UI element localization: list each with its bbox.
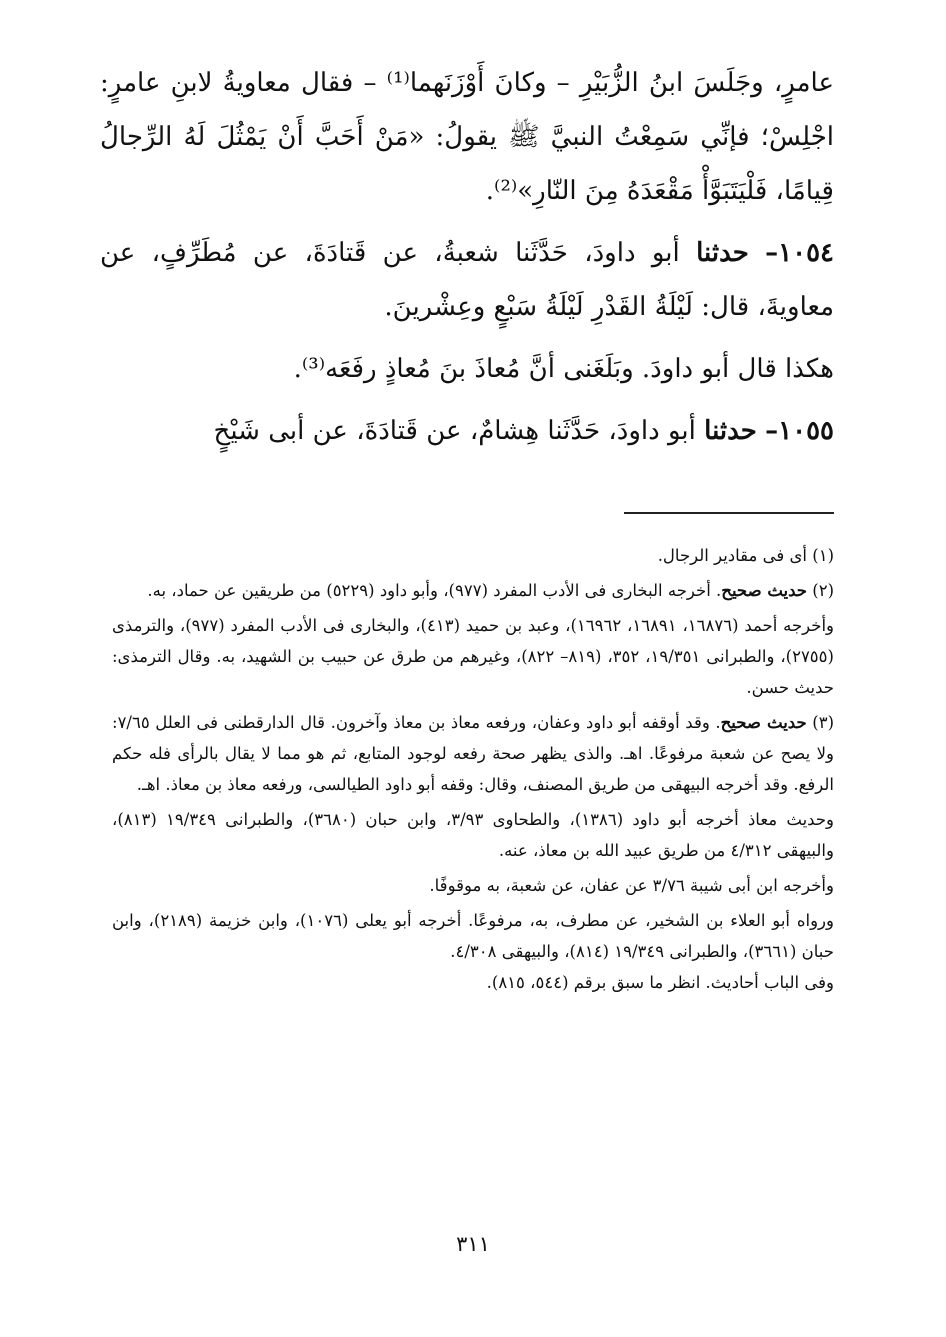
footnote-2 (112, 575, 834, 606)
hadith-lead-word: حدثنا (696, 238, 749, 268)
hadith-text: أبو داودَ، حَدَّثَنا هِشامٌ، عن قَتادَةَ، عن أبى شَيْخٍ (213, 416, 705, 446)
hadith-1053-continuation: عامرٍ، وجَلَسَ ابنُ الزُّبَيْرِ – وكانَ أَوْزَنَهما⁽¹⁾ – فقال معاويةُ لابنِ عامرٍ: اجْلِسْ؛ فإنِّي سَمِعْتُ النبيَّ ﷺ يقولُ: «مَنْ أَحَبَّ أَنْ يَمْثُلَ لَهُ الرِّجالُ قِيامًا، فَلْيَتَبَوَّأْ مَقْعَدَهُ مِنَ النّارِ»⁽²⁾. (100, 68, 834, 206)
footnote-3-paragraph: ورواه أبو العلاء بن الشخير، عن مطرف، به، مرفوعًا. أخرجه أبو يعلى (١٠٧٦)، وابن خزيمة (٢١٨٩)، وابن حبان (٣٦٦١)، والطبرانى ١٩/٣٤٩ (٨١٤)، والبيهقى ٤/٣٠٨. (112, 911, 834, 961)
footnote-3-paragraph: وفى الباب أحاديث. انظر ما سبق برقم (٥٤٤، ٨١٥). (486, 973, 834, 992)
hadith-lead-word: حدثنا (704, 416, 757, 446)
hadith-1054 (100, 226, 834, 334)
footnote-2-paragraph: وأخرجه أحمد (١٦٨٧٦، ١٦٨٩١، ١٦٩٦٢)، وعبد بن حميد (٤١٣)، والبخارى فى الأدب المفرد (٩٧٧)، والترمذى (٢٧٥٥)، والطبرانى ١٩/٣٥١، ٣٥٢، (٨١٩– ٨٢٢)، وغيرهم من طرق عن حبيب بن الشهيد، به. وقال الترمذى: حديث حسن. (112, 616, 834, 697)
footnote-marker: (٣) (806, 713, 834, 732)
hadith-text: أبو داودَ، حَدَّثَنا شعبةُ، عن قَتادَةَ، عن مُطَرِّفٍ، عن معاويةَ، قال: لَيْلَةُ القَدْرِ لَيْلَةُ سَبْعٍ وعِشْرينَ. (100, 238, 834, 322)
hadith-number: ١٠٥٤– (765, 238, 835, 268)
grading-label: حديث صحيح (721, 581, 807, 600)
footnote-3 (112, 707, 834, 800)
footnote-marker: (٢) (807, 581, 834, 600)
footnote-1: (١) أى فى مقادير الرجال. (657, 546, 834, 565)
main-text (100, 56, 834, 458)
footnote-text: . وقد أوقفه أبو داود وعفان، ورفعه معاذ بن معاذ وآخرون. قال الدارقطنى فى العلل ٧/٦٥: ولا يصح عن شعبة مرفوعًا. اهـ. والذى يظهر صحة رفعه لوجود المتابع، ثم هو مما لا يقال بالرأى فله حكم الرفع. وقد أخرجه البيهقى من طريق المصنف، وقال: وقفه أبو داود الطيالسى، ورفعه معاذ بن معاذ. اهـ. (112, 713, 834, 794)
footnote-text: . أخرجه البخارى فى الأدب المفرد (٩٧٧)، وأبو داود (٥٢٢٩) من طريقين عن حماد، به. (147, 581, 722, 600)
footnotes (112, 540, 834, 998)
footnote-separator (624, 512, 834, 514)
grading-label: حديث صحيح (720, 713, 807, 732)
page-number: ٣١١ (456, 1232, 490, 1256)
footnote-3-paragraph: وحديث معاذ أخرجه أبو داود (١٣٨٦)، والطحاوى ٣/٩٣، وابن حبان (٣٦٨٠)، والطبرانى ١٩/٣٤٩ (٨١٣)، والبيهقى ٤/٣١٢ من طريق عبيد الله بن معاذ، عنه. (112, 810, 834, 860)
hadith-number: ١٠٥٥– (765, 416, 834, 446)
footnote-3-paragraph: وأخرجه ابن أبى شيبة ٣/٧٦ عن عفان، عن شعبة، به موقوفًا. (429, 876, 834, 895)
author-remark: هكذا قال أبو داودَ. وبَلَغَنى أنَّ مُعاذَ بنَ مُعاذٍ رفَعَه⁽³⁾. (293, 354, 834, 384)
hadith-1055 (100, 404, 834, 458)
